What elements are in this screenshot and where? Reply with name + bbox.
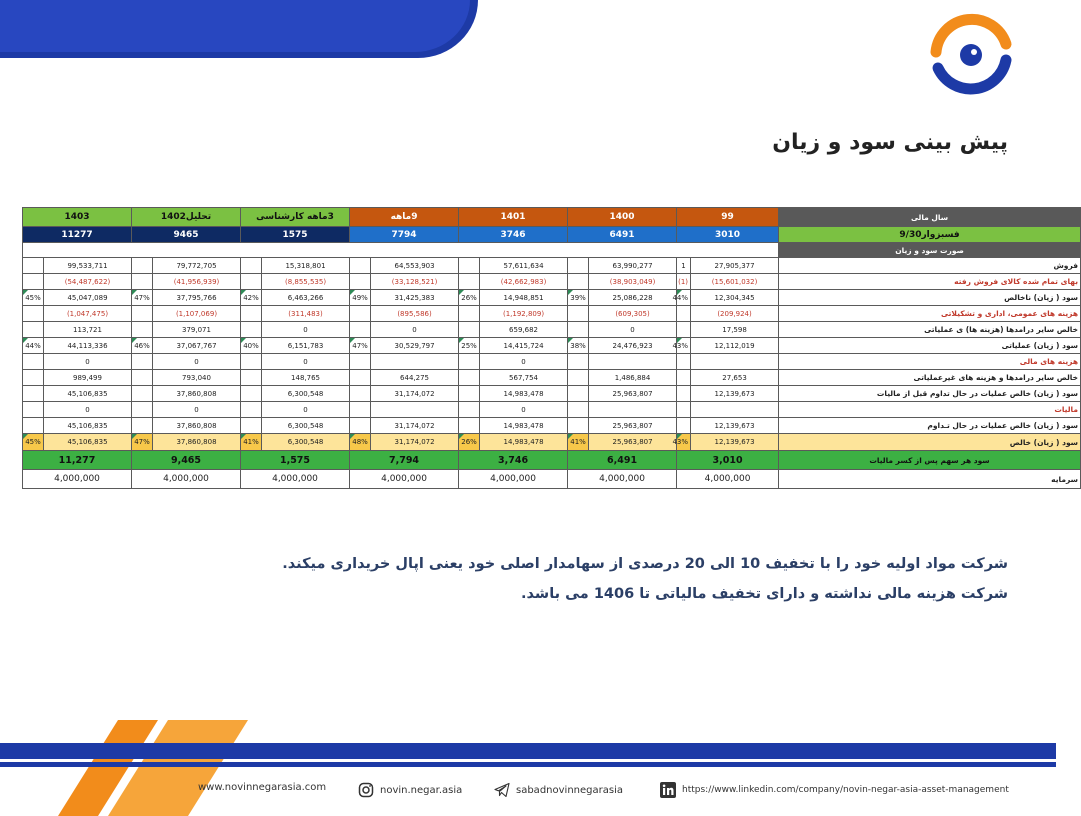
value-cell: 12,139,673 [691, 386, 779, 402]
margin-cell: 38% [568, 338, 589, 354]
margin-cell: 1 [677, 258, 691, 274]
margin-cell [241, 274, 262, 290]
value-cell: 6,151,783 [262, 338, 350, 354]
value-cell: 37,067,767 [153, 338, 241, 354]
value-cell: 0 [262, 354, 350, 370]
margin-cell [350, 258, 371, 274]
linkedin-icon [660, 782, 676, 798]
linkedin-url[interactable]: https://www.linkedin.com/company/novin-negar-asia-asset-management [682, 785, 1009, 795]
value-cell: (1,192,809) [480, 306, 568, 322]
value-cell: (41,956,939) [153, 274, 241, 290]
footer-telegram[interactable] [494, 782, 623, 798]
col-header-1402: تحلیل1402 [132, 208, 241, 227]
footer-website[interactable] [198, 782, 326, 793]
eps-label: سود هر سهم پس از کسر مالیات [779, 451, 1081, 470]
margin-cell [132, 402, 153, 418]
table-row [23, 258, 1081, 274]
margin-cell [132, 418, 153, 434]
value-cell: 31,174,072 [371, 418, 459, 434]
value-cell: 14,983,478 [480, 386, 568, 402]
value-cell [371, 402, 459, 418]
value-cell: 31,174,072 [371, 386, 459, 402]
value-cell: 0 [480, 402, 568, 418]
value-cell: 989,499 [44, 370, 132, 386]
capital-value: 4,000,000 [459, 470, 568, 489]
value-cell: 25,086,228 [589, 290, 677, 306]
value-cell: 17,598 [691, 322, 779, 338]
margin-cell [23, 354, 44, 370]
telegram-icon [494, 782, 510, 798]
margin-cell [677, 370, 691, 386]
row-label: سود ( زیان) خالص عملیات در حال تـداوم [779, 418, 1081, 434]
margin-cell [23, 402, 44, 418]
value-cell: (54,487,622) [44, 274, 132, 290]
margin-cell: 46% [132, 338, 153, 354]
margin-cell: 42% [241, 290, 262, 306]
margin-cell [459, 402, 480, 418]
margin-cell: 40% [241, 338, 262, 354]
eps-value: 1,575 [241, 451, 350, 470]
margin-cell [23, 274, 44, 290]
profit-loss-table [22, 207, 1081, 489]
instagram-handle[interactable]: novin.negar.asia [380, 784, 463, 796]
margin-cell: 47% [132, 434, 153, 451]
margin-cell [677, 322, 691, 338]
value-cell: 0 [262, 402, 350, 418]
value-cell: 1,486,884 [589, 370, 677, 386]
value-cell [691, 354, 779, 370]
footer-linkedin[interactable] [660, 782, 1009, 798]
table-row [23, 386, 1081, 402]
table-row [23, 274, 1081, 290]
col-header-1403: 1403 [23, 208, 132, 227]
margin-cell [350, 274, 371, 290]
table-row [23, 354, 1081, 370]
value-cell: (38,903,049) [589, 274, 677, 290]
value-cell: 12,304,345 [691, 290, 779, 306]
value-cell: 37,860,808 [153, 434, 241, 451]
value-cell [589, 354, 677, 370]
value-cell: (209,924) [691, 306, 779, 322]
margin-cell [677, 418, 691, 434]
value-cell: 31,174,072 [371, 434, 459, 451]
net-label: سود ( زیان) خالص [779, 434, 1081, 451]
margin-cell: 48% [350, 434, 371, 451]
brand-logo-icon [928, 14, 1014, 96]
row-label: فروش [779, 258, 1081, 274]
value-cell: 0 [480, 354, 568, 370]
margin-cell: 43% [677, 338, 691, 354]
row-label: هزینه های مالی [779, 354, 1081, 370]
footer-band-thin [0, 762, 1056, 767]
table-row [23, 338, 1081, 354]
margin-cell [132, 274, 153, 290]
margin-cell: 26% [459, 290, 480, 306]
margin-cell [23, 370, 44, 386]
header-row-eps [23, 227, 1081, 243]
margin-cell [241, 370, 262, 386]
value-cell: 99,533,711 [44, 258, 132, 274]
margin-cell [132, 258, 153, 274]
footer-stripes-decoration [58, 720, 248, 816]
table-row [23, 402, 1081, 418]
table-row [23, 322, 1081, 338]
value-cell [691, 402, 779, 418]
value-cell: 45,047,089 [44, 290, 132, 306]
capital-label: سرمایه [779, 470, 1081, 489]
value-cell: 567,754 [480, 370, 568, 386]
margin-cell [568, 322, 589, 338]
margin-cell: 25% [459, 338, 480, 354]
margin-cell: 26% [459, 434, 480, 451]
value-cell: 644,275 [371, 370, 459, 386]
value-cell: 30,529,797 [371, 338, 459, 354]
eps-value: 7,794 [350, 451, 459, 470]
value-cell: 45,106,835 [44, 434, 132, 451]
margin-cell [677, 354, 691, 370]
margin-cell [132, 370, 153, 386]
value-cell: 6,300,548 [262, 386, 350, 402]
table-row [23, 306, 1081, 322]
page-title: پیش بینی سود و زیان [772, 130, 1008, 155]
value-cell: 148,765 [262, 370, 350, 386]
row-label: مالیات [779, 402, 1081, 418]
value-cell: 12,139,673 [691, 418, 779, 434]
margin-cell [568, 306, 589, 322]
section-blank [23, 243, 779, 258]
margin-cell [459, 354, 480, 370]
margin-cell [23, 322, 44, 338]
margin-cell [23, 258, 44, 274]
margin-cell [132, 386, 153, 402]
value-cell: 27,653 [691, 370, 779, 386]
margin-cell [568, 354, 589, 370]
value-cell: 63,990,277 [589, 258, 677, 274]
row-label: خالص سایر درامدها و هزینه های غیرعملیاتی [779, 370, 1081, 386]
value-cell: 37,860,808 [153, 418, 241, 434]
row-label: سود ( زیان) ناخالص [779, 290, 1081, 306]
value-cell: (311,483) [262, 306, 350, 322]
margin-cell: 44% [23, 338, 44, 354]
margin-cell [677, 386, 691, 402]
value-cell [371, 354, 459, 370]
margin-cell [241, 306, 262, 322]
margin-cell [677, 402, 691, 418]
eps-header: 6491 [568, 227, 677, 243]
value-cell: (1,047,475) [44, 306, 132, 322]
value-cell: 0 [262, 322, 350, 338]
margin-cell [459, 322, 480, 338]
margin-cell [241, 322, 262, 338]
value-cell: 0 [153, 402, 241, 418]
row-label: هزینه های عمومی، اداری و تشکیلاتی [779, 306, 1081, 322]
margin-cell [23, 418, 44, 434]
value-cell: (8,855,535) [262, 274, 350, 290]
table-row [23, 370, 1081, 386]
table-body [23, 258, 1081, 434]
margin-cell [459, 418, 480, 434]
margin-cell [568, 258, 589, 274]
telegram-handle[interactable]: sabadnovinnegarasia [516, 784, 623, 796]
value-cell: 27,905,377 [691, 258, 779, 274]
margin-cell [132, 354, 153, 370]
eps-value: 6,491 [568, 451, 677, 470]
eps-value: 3,746 [459, 451, 568, 470]
capital-value: 4,000,000 [132, 470, 241, 489]
value-cell: 15,318,801 [262, 258, 350, 274]
margin-cell [677, 306, 691, 322]
margin-cell: 44% [677, 290, 691, 306]
section-header-row [23, 243, 1081, 258]
margin-cell [241, 418, 262, 434]
value-cell: 6,300,548 [262, 418, 350, 434]
margin-cell [568, 402, 589, 418]
margin-cell: (1) [677, 274, 691, 290]
note-line: شرکت مواد اولیه خود را با تخفیف 10 الی 20 درصدی از سهامدار اصلی خود یعنی اپال خریداری میکند. [282, 556, 1008, 572]
margin-cell [350, 386, 371, 402]
value-cell: 0 [589, 322, 677, 338]
value-cell: 25,963,807 [589, 434, 677, 451]
value-cell: 31,425,383 [371, 290, 459, 306]
margin-cell [23, 306, 44, 322]
margin-cell: 39% [568, 290, 589, 306]
eps-header: 3010 [677, 227, 779, 243]
col-header-99: 99 [677, 208, 779, 227]
value-cell: 379,071 [153, 322, 241, 338]
net-profit-row [23, 434, 1081, 451]
value-cell: 0 [44, 354, 132, 370]
margin-cell [568, 418, 589, 434]
eps-row [23, 451, 1081, 470]
margin-cell [350, 402, 371, 418]
value-cell: 6,463,266 [262, 290, 350, 306]
value-cell: 14,415,724 [480, 338, 568, 354]
value-cell: 44,113,336 [44, 338, 132, 354]
value-cell: 24,476,923 [589, 338, 677, 354]
margin-cell [241, 354, 262, 370]
capital-row [23, 470, 1081, 489]
margin-cell [568, 370, 589, 386]
footer-band [0, 743, 1056, 759]
capital-value: 4,000,000 [568, 470, 677, 489]
col-header-1400: 1400 [568, 208, 677, 227]
margin-cell [241, 386, 262, 402]
margin-cell [241, 402, 262, 418]
margin-cell: 41% [568, 434, 589, 451]
value-cell: (609,305) [589, 306, 677, 322]
table-row [23, 418, 1081, 434]
value-cell: 12,112,019 [691, 338, 779, 354]
margin-cell [350, 322, 371, 338]
value-cell: 14,983,478 [480, 434, 568, 451]
value-cell: (33,128,521) [371, 274, 459, 290]
header-row-years [23, 208, 1081, 227]
value-cell: 64,553,903 [371, 258, 459, 274]
row-label: بهای تمام شده کالای فروش رفته [779, 274, 1081, 290]
top-band-accent [0, 0, 470, 52]
value-cell: 113,721 [44, 322, 132, 338]
margin-cell [459, 370, 480, 386]
margin-cell: 45% [23, 290, 44, 306]
capital-value: 4,000,000 [350, 470, 459, 489]
value-cell: (1,107,069) [153, 306, 241, 322]
eps-value: 3,010 [677, 451, 779, 470]
margin-cell [568, 274, 589, 290]
margin-cell [459, 274, 480, 290]
value-cell: 79,772,705 [153, 258, 241, 274]
margin-cell [350, 370, 371, 386]
margin-cell: 41% [241, 434, 262, 451]
value-cell: 793,040 [153, 370, 241, 386]
value-cell: 25,963,807 [589, 386, 677, 402]
col-header-9month: 9ماهه [350, 208, 459, 227]
value-cell: 45,106,835 [44, 386, 132, 402]
eps-header: 1575 [241, 227, 350, 243]
footer-instagram[interactable] [358, 782, 462, 798]
row-label: سود ( زیان) خالص عملیات در حال تداوم قبل از مالیات [779, 386, 1081, 402]
capital-value: 4,000,000 [677, 470, 779, 489]
value-cell: 14,948,851 [480, 290, 568, 306]
value-cell: 37,860,808 [153, 386, 241, 402]
margin-cell [23, 386, 44, 402]
value-cell: 12,139,673 [691, 434, 779, 451]
symbol-label: فسبزوار9/30 [779, 227, 1081, 243]
margin-cell: 47% [350, 338, 371, 354]
table-row [23, 290, 1081, 306]
instagram-icon [358, 782, 374, 798]
row-label: سود ( زیان) عملیاتی [779, 338, 1081, 354]
value-cell [589, 402, 677, 418]
note-line: شرکت هزینه مالی نداشته و دارای تخفیف مالیاتی تا 1406 می باشد. [521, 586, 1008, 602]
capital-value: 4,000,000 [241, 470, 350, 489]
margin-cell [459, 258, 480, 274]
margin-cell [241, 258, 262, 274]
website-text[interactable]: www.novinnegarasia.com [198, 782, 327, 793]
value-cell: 14,983,478 [480, 418, 568, 434]
eps-header: 3746 [459, 227, 568, 243]
value-cell: 45,106,835 [44, 418, 132, 434]
eps-header: 9465 [132, 227, 241, 243]
value-cell: 0 [371, 322, 459, 338]
eps-header: 7794 [350, 227, 459, 243]
margin-cell: 43% [677, 434, 691, 451]
margin-cell: 49% [350, 290, 371, 306]
margin-cell [350, 354, 371, 370]
margin-cell [350, 418, 371, 434]
margin-cell: 45% [23, 434, 44, 451]
section-title: صورت سود و زیان [779, 243, 1081, 258]
value-cell: 25,963,807 [589, 418, 677, 434]
margin-cell [459, 386, 480, 402]
capital-value: 4,000,000 [23, 470, 132, 489]
row-label: خالص سایر درامدها (هزینه ها) ی عملیاتی [779, 322, 1081, 338]
margin-cell: 47% [132, 290, 153, 306]
col-header-3month: 3ماهه کارشناسی [241, 208, 350, 227]
eps-header: 11277 [23, 227, 132, 243]
margin-cell [132, 306, 153, 322]
value-cell: 659,682 [480, 322, 568, 338]
eps-value: 9,465 [132, 451, 241, 470]
value-cell: (895,586) [371, 306, 459, 322]
eps-value: 11,277 [23, 451, 132, 470]
value-cell: (15,601,032) [691, 274, 779, 290]
fiscal-year-label: سال مالی [779, 208, 1081, 227]
value-cell: 37,795,766 [153, 290, 241, 306]
margin-cell [459, 306, 480, 322]
value-cell: 0 [153, 354, 241, 370]
value-cell: (42,662,983) [480, 274, 568, 290]
value-cell: 57,611,634 [480, 258, 568, 274]
margin-cell [132, 322, 153, 338]
value-cell: 6,300,548 [262, 434, 350, 451]
col-header-1401: 1401 [459, 208, 568, 227]
margin-cell [568, 386, 589, 402]
value-cell: 0 [44, 402, 132, 418]
margin-cell [350, 306, 371, 322]
